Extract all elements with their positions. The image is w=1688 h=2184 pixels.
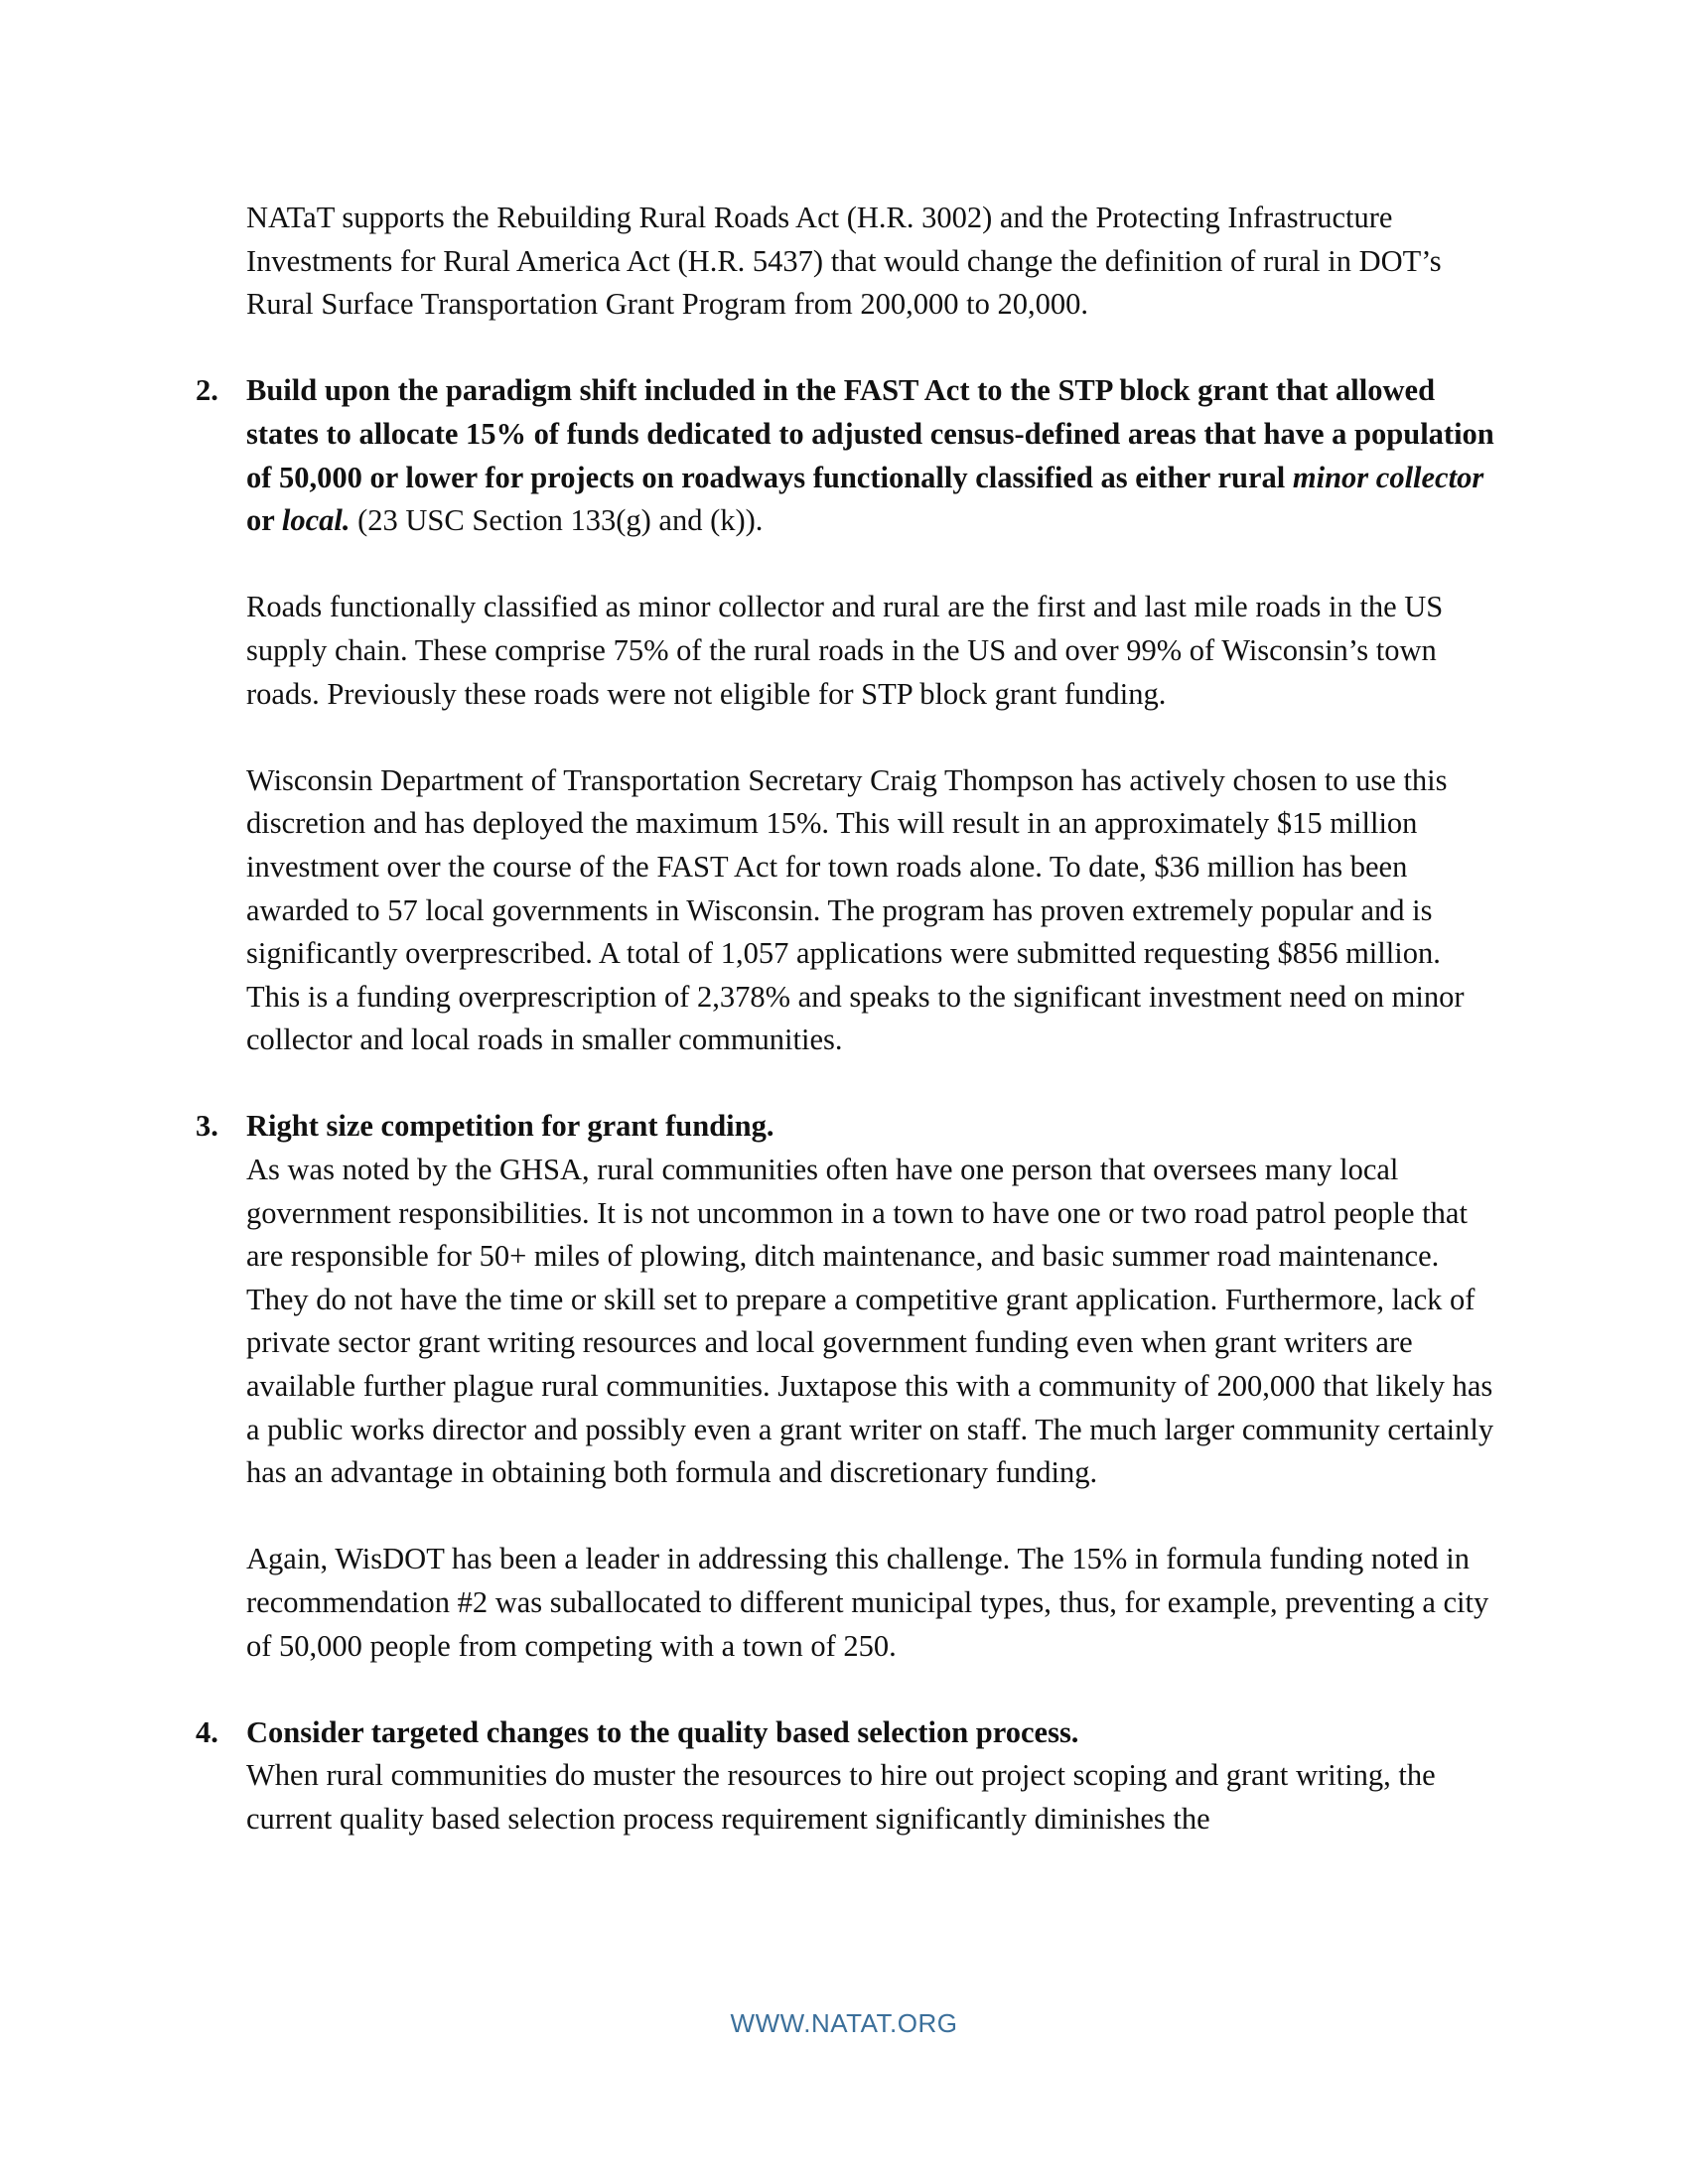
recommendation-number: 3. — [196, 1109, 218, 1144]
recommendation-number: 2. — [196, 373, 218, 408]
document-body — [196, 197, 1499, 1884]
recommendation-3 — [196, 1105, 1499, 1494]
heading-conjunction: or — [246, 503, 282, 538]
body-paragraph: When rural communities do muster the resources to hire out project scoping and grant writing, the current quality based selection process requirement significantly diminishes the — [246, 1758, 1436, 1836]
recommendation-heading — [246, 369, 1499, 542]
body-paragraph: Roads functionally classified as minor collector and rural are the first and last mile roads in the US supply chain. These comprise 75% of the rural roads in the US and over 99% of Wisconsin’s town roads. Previously these roads were not eligible for STP block grant funding. — [246, 590, 1444, 711]
body-paragraph: Wisconsin Department of Transportation Secretary Craig Thompson has actively chosen to use this discretion and has deployed the maximum 15%. This will result in an approximately $15 million investment over the course of the FAST Act for town roads alone. To date, $36 million has been awarded to 57 local governments in Wisconsin. The program has proven extremely popular and is significantly overprescribed. A total of 1,057 applications were submitted requesting $856 million. This is a funding overprescription of 2,378% and speaks to the significant investment need on minor collector and local roads in smaller communities. — [246, 762, 1465, 1057]
recommendation-2 — [196, 369, 1499, 542]
heading-italic-term: local. — [281, 503, 351, 538]
body-paragraph: Again, WisDOT has been a leader in addressing this challenge. The 15% in formula funding noted in recommendation #2 was suballocated to different municipal types, thus, for example, preventing a city of 50,000 people from competing with a town of 250. — [246, 1542, 1489, 1663]
recommendation-heading: Right size competition for grant funding. — [246, 1109, 774, 1144]
recommendation-4 — [196, 1711, 1499, 1842]
heading-text: Build upon the paradigm shift included in the FAST Act to the STP block grant that allowed states to allocate 15% of funds dedicated to adjusted census-defined areas that have a population of 50,000 or lower for projects on roadways functionally classified as either rural — [246, 373, 1494, 494]
footer-website-link[interactable]: WWW.NATAT.ORG — [730, 2008, 958, 2038]
recommendation-number: 4. — [196, 1714, 218, 1749]
heading-citation: (23 USC Section 133(g) and (k)). — [350, 503, 764, 538]
recommendation-heading: Consider targeted changes to the quality based selection process. — [246, 1714, 1079, 1749]
heading-italic-term: minor collector — [1292, 460, 1484, 494]
body-paragraph: As was noted by the GHSA, rural communities often have one person that oversees many local government responsibilities. It is not uncommon in a town to have one or two road patrol people that are responsible for 50+ miles of plowing, ditch maintenance, and basic summer road maintenance. They do not have the time or skill set to prepare a competitive grant application. Furthermore, lack of private sector grant writing resources and local government funding even when grant writers are available further plague rural communities. Juxtapose this with a community of 200,000 that likely has a public works director and possibly even a grant writer on staff. The much larger community certainly has an advantage in obtaining both formula and discretionary funding. — [246, 1153, 1494, 1490]
intro-paragraph: NATaT supports the Rebuilding Rural Roads Act (H.R. 3002) and the Protecting Infrastructure Investments for Rural America Act (H.R. 5437) that would change the definition of rural in DOT’s Rural Surface Transportation Grant Program from 200,000 to 20,000. — [246, 201, 1442, 322]
